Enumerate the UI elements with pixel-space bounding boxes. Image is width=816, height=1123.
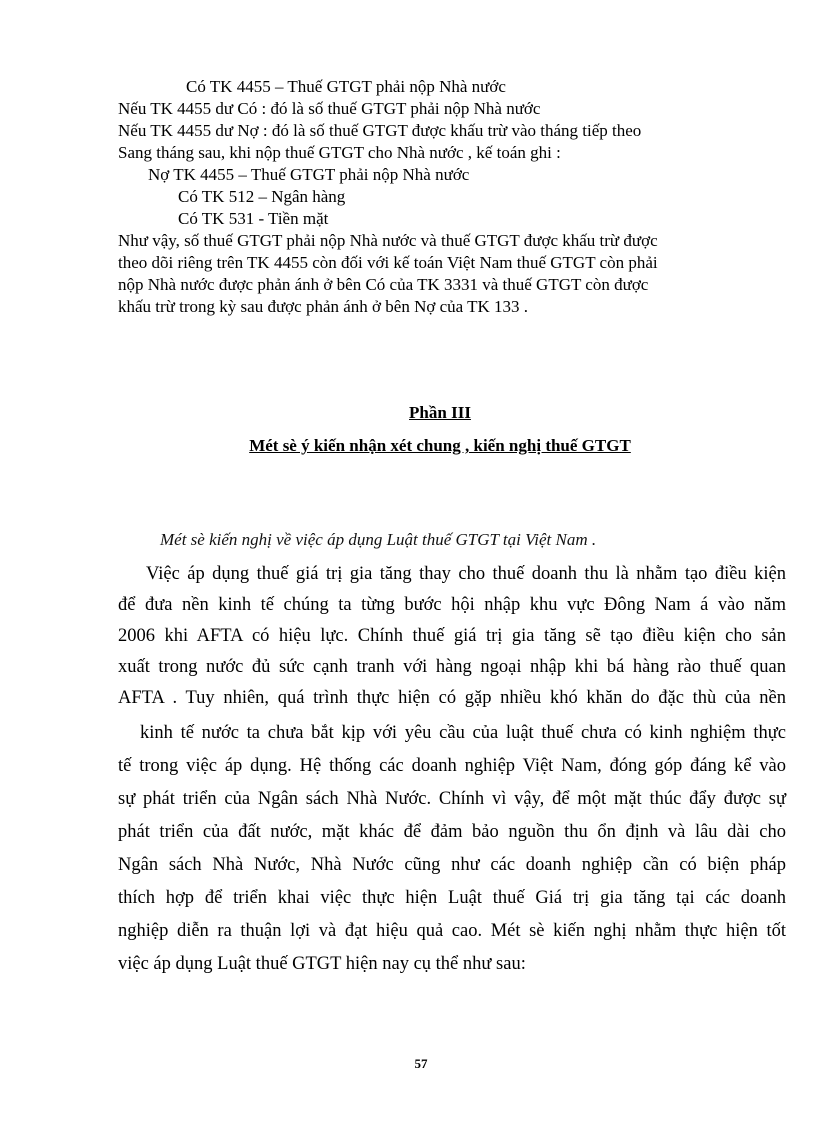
summary-line-3: nộp Nhà nước được phản ánh ở bên Có của TK 3331 và thuế GTGT còn được [118, 275, 649, 294]
body-line-4: xuất trong nước đủ sức cạnh tranh với hàng ngoại nhập khi bá hàng rào thuế quan [118, 657, 786, 677]
body-line-6: kinh tế nước ta chưa bắt kịp với yêu cầu của luật thuế chưa có kinh nghiệm thực [140, 723, 786, 743]
entry-line-2: Nếu TK 4455 dư Có : đó là số thuế GTGT phải nộp Nhà nước [118, 99, 541, 118]
entry-line-6: Có TK 512 – Ngân hàng [178, 187, 346, 206]
entry-line-1: Có TK 4455 – Thuế GTGT phải nộp Nhà nước [186, 77, 506, 96]
summary-line-2: theo dõi riêng trên TK 4455 còn đối với kế toán Việt Nam thuế GTGT còn phải [118, 253, 658, 272]
body-line-13: việc áp dụng Luật thuế GTGT hiện nay cụ thể như sau: [118, 954, 526, 974]
entry-line-4: Sang tháng sau, khi nộp thuế GTGT cho Nhà nước , kế toán ghi : [118, 143, 561, 162]
body-line-11: thích hợp để triển khai việc thực hiện Luật thuế Giá trị gia tăng tại các doanh [118, 888, 786, 908]
intro-line: Mét sè kiến nghị về việc áp dụng Luật thuế GTGT tại Việt Nam . [160, 530, 597, 549]
summary-line-4: khấu trừ trong kỳ sau được phản ánh ở bên Nợ của TK 133 . [118, 297, 529, 316]
body-line-5: AFTA . Tuy nhiên, quá trình thực hiện có gặp nhiều khó khăn do đặc thù của nền [118, 688, 786, 708]
summary-line-1: Như vậy, số thuế GTGT phải nộp Nhà nước và thuế GTGT được khấu trừ được [118, 231, 658, 250]
section-subtitle: Mét sè ý kiến nhận xét chung , kiến nghị thuế GTGT [249, 436, 631, 455]
section-title: Phần III [409, 403, 471, 422]
body-line-12: nghiệp diễn ra thuận lợi và đạt hiệu quả cao. Mét sè kiến nghị nhằm thực hiện tốt [118, 921, 786, 941]
body-line-8: sự phát triển của Ngân sách Nhà Nước. Chính vì vậy, để một mặt thúc đẩy được sự [118, 789, 786, 809]
body-line-10: Ngân sách Nhà Nước, Nhà Nước cũng như các doanh nghiệp cần có biện pháp [118, 855, 786, 875]
body-line-7: tế trong việc áp dụng. Hệ thống các doanh nghiệp Việt Nam, đóng góp đáng kể vào [118, 756, 786, 776]
entry-line-3: Nếu TK 4455 dư Nợ : đó là số thuế GTGT được khấu trừ vào tháng tiếp theo [118, 121, 642, 140]
entry-line-7: Có TK 531 - Tiền mặt [178, 209, 329, 228]
body-line-1: Việc áp dụng thuế giá trị gia tăng thay cho thuế doanh thu là nhằm tạo điều kiện [146, 564, 786, 584]
page-number: 57 [414, 1056, 428, 1071]
body-line-3: 2006 khi AFTA có hiệu lực. Chính thuế giá trị gia tăng sẽ tạo điều kiện cho sản [118, 626, 786, 646]
body-line-9: phát triển của đất nước, mặt khác để đảm bảo nguồn thu ổn định và lâu dài cho [118, 822, 786, 842]
body-line-2: để đưa nền kinh tế chúng ta từng bước hội nhập khu vực Đông Nam á vào năm [118, 595, 786, 615]
entry-line-5: Nợ TK 4455 – Thuế GTGT phải nộp Nhà nước [148, 165, 470, 184]
